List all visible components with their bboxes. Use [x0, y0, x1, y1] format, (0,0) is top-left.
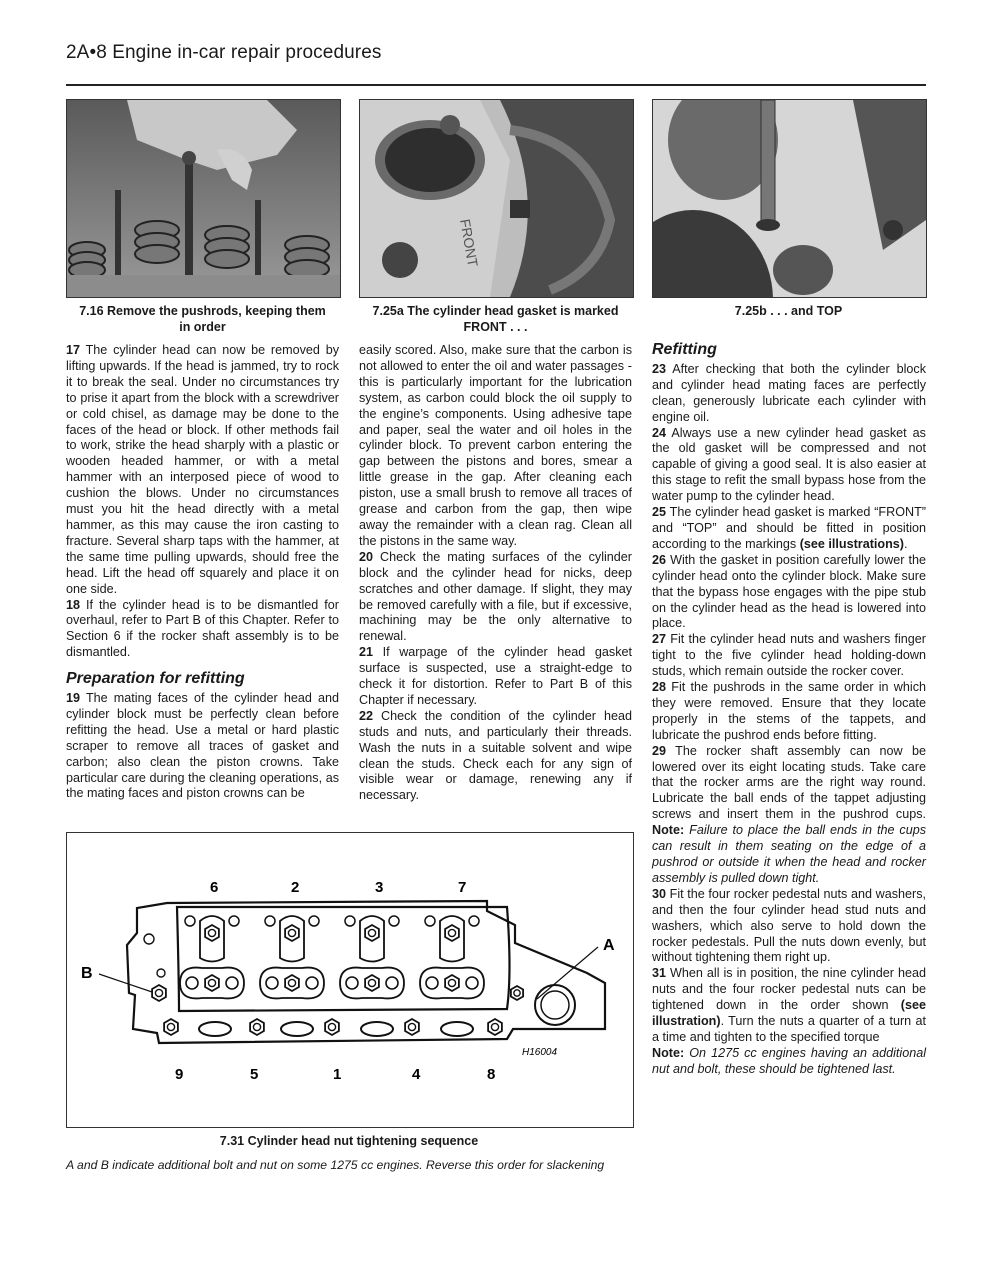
bridge-nut-3 [445, 975, 459, 991]
pedestal-nut-1 [285, 925, 299, 941]
pushrod-hole-b-0 [229, 916, 239, 926]
paragraph-25 [652, 505, 926, 553]
para-text: When all is in position, the nine cylinder head nuts and the four rocker pedestal nuts can be tightened down in the order shown [652, 966, 926, 1013]
port-3 [441, 1022, 473, 1036]
note-text: On 1275 cc engines having an additional nut and bolt, these should be tightened last. [652, 1045, 927, 1076]
note-text: Failure to place the ball ends in the cups can result in them seating on the edge of a pushrod or outside it when the head and rocker assembly is pulled down tight. [652, 823, 926, 885]
final-note [652, 1046, 926, 1078]
para-number: 28 [652, 680, 667, 695]
paragraph-19-continued: easily scored. Also, make sure that the carbon is not allowed to enter the oil and water passages - this is particularly important for the lubrication system, as carbon could block the oil supply to the engine’s components. Using adhesive tape and paper, seal the water and oil holes in the cylinder block. To prevent carbon entering the gap between the pistons and bores, smear a little grease in the gap. After cleaning each piston, use a small brush to remove all traces of grease and carbon from the gap, then wipe away the remainder with a clean rag. Clean all the pistons in the same way. [359, 343, 632, 548]
fig2-caption [359, 303, 632, 335]
pedestal-nut-0 [205, 925, 219, 941]
photo-gasket-top [652, 99, 927, 298]
para-text: Fit the four rocker pedestal nuts and washers, and then the four cylinder head stud nuts and washers, which also serve to hold down the rocker pedestals. Pull the nuts down evenly, but without tightening them right up. [652, 886, 926, 965]
para-number: 23 [652, 361, 667, 376]
diagram-note: A and B indicate additional bolt and nut on some 1275 cc engines. Reverse this order for slackening [66, 1158, 605, 1172]
photo-pushrods [66, 99, 341, 298]
fig2-caption-line1: 7.25a The cylinder head gasket is marked [372, 304, 619, 318]
pedestal-nut-3 [445, 925, 459, 941]
stud-hole-left [157, 969, 165, 977]
cylinder-head-drawing [67, 833, 633, 1127]
bridge-nut-0 [205, 975, 219, 991]
para-text: The cylinder head gasket is marked “FRONT” and “TOP” and should be fitted in position according to the markings [652, 505, 926, 551]
port-1 [281, 1022, 313, 1036]
para-number: 30 [652, 886, 667, 901]
para-text: Always use a new cylinder head gasket as the old gasket will be compressed and not capable of giving a good seal. It is also easier at this stage to refit the small bypass hose from the water pump to the cylinder head. [652, 425, 926, 504]
column-2 [359, 343, 632, 804]
rocker-stud-left-3 [426, 977, 438, 989]
port-0 [199, 1022, 231, 1036]
para-text: The cylinder head can now be removed by lifting upwards. If the head is jammed, try to rock it to break the seal. Under no circumstances try to prise it apart from the block with a screwdriver or cold chisel, as damage may be done to the faces of the head or block. If other methods fail to work, strike the head sharply with a plastic or wooden headed hammer, or with a metal hammer with an interposed piece of wood to cushion the blows. Under no circumstances must you hit the head directly with a metal hammer, as this may cause the iron casting to fracture. Several sharp taps with the hammer, at the same time pulling upwards, should free the head. Lift the head off squarely and place it on one side. [66, 343, 339, 596]
rocker-stud-right-2 [386, 977, 398, 989]
port-2 [361, 1022, 393, 1036]
para-number: 22 [359, 708, 374, 723]
seq-label-bottom-4: 8 [487, 1066, 496, 1083]
illustration-ref: (see illustration) [652, 998, 926, 1029]
svg-text:FRONT: FRONT [457, 217, 482, 269]
para-end: . Turn the nuts a quarter of a turn at a time and tighten to the specified torque [652, 1014, 926, 1044]
illustration-ref: (see illustrations) [799, 536, 904, 551]
drawing-ref: H16004 [522, 1047, 558, 1058]
pushrod-hole-a-0 [185, 916, 195, 926]
fig3-caption [652, 303, 925, 319]
para-number: 25 [652, 505, 667, 520]
pedestal-nut-2 [365, 925, 379, 941]
fig3-caption-line1: 7.25b . . . and TOP [734, 304, 843, 318]
nut-b [152, 985, 166, 1001]
header-rule [66, 84, 926, 86]
seq-label-bottom-3: 4 [412, 1066, 421, 1083]
paragraph-20 [359, 550, 632, 645]
water-outlet-inner [541, 991, 569, 1019]
rocker-stud-left-0 [186, 977, 198, 989]
paragraph-30 [652, 887, 926, 967]
para-number: 20 [359, 549, 374, 564]
paragraph-17 [66, 343, 339, 598]
note-label: Note: [652, 1045, 685, 1060]
pushrod-hole-b-1 [309, 916, 319, 926]
paragraph-26 [652, 553, 926, 633]
nut-a [511, 986, 523, 1000]
seq-label-top-0: 6 [210, 879, 219, 896]
fig1-caption-line2: in order [179, 320, 226, 334]
photo-gasket-front [359, 99, 634, 298]
diagram-caption: 7.31 Cylinder head nut tightening sequence [219, 1134, 479, 1148]
column-3 [652, 340, 926, 1078]
nut-9 [164, 1019, 178, 1035]
para-text: Fit the pushrods in the same order in which they were removed. Ensure that they locate properly in the stems of the tappets, and lubricate the pushrod ends before fitting. [652, 680, 926, 742]
para-number: 19 [66, 691, 81, 706]
nut-4 [405, 1019, 419, 1035]
pushrod-hole-a-2 [345, 916, 355, 926]
para-number: 17 [66, 343, 81, 357]
fig1-caption [66, 303, 339, 335]
paragraph-18 [66, 598, 339, 662]
para-number: 18 [66, 597, 81, 612]
seq-label-top-3: 7 [458, 879, 467, 896]
para-text: If the cylinder head is to be dismantled for overhaul, refer to Part B of this Chapter. Refer to Section 6 if the rocker shaft assembly is to be dismantled. [66, 597, 339, 660]
para-number: 29 [652, 743, 667, 758]
pushrod-hole-b-2 [389, 916, 399, 926]
para-end: . [903, 536, 908, 551]
pushrod-hole-b-3 [469, 916, 479, 926]
fig2-caption-line2: FRONT . . . [463, 320, 528, 334]
label-b: B [81, 965, 93, 982]
paragraph-23 [652, 362, 926, 426]
section-heading-refitting: Refitting [652, 341, 717, 358]
seq-label-bottom-2: 1 [333, 1066, 342, 1083]
nut-8 [488, 1019, 502, 1035]
para-text: Fit the cylinder head nuts and washers finger tight to the five cylinder head holding-down studs, which remain outside the rocker cover. [652, 632, 926, 679]
paragraph-21 [359, 645, 632, 709]
rocker-stud-right-0 [226, 977, 238, 989]
para-text: If warpage of the cylinder head gasket surface is suspected, use a straight-edge to check it for distortion. Refer to Part B of this Chapter if necessary. [359, 645, 632, 707]
para-text: With the gasket in position carefully lower the cylinder head onto the cylinder block. Make sure that the bypass hose engages with the pipe stub on the cylinder head as the head is lowered into place. [652, 552, 926, 631]
rocker-stud-left-2 [346, 977, 358, 989]
bridge-nut-2 [365, 975, 379, 991]
seq-label-bottom-0: 9 [175, 1066, 184, 1083]
para-number: 21 [359, 645, 374, 660]
pushrod-hole-a-1 [265, 916, 275, 926]
label-a: A [603, 937, 615, 954]
tightening-sequence-diagram [66, 832, 634, 1128]
para-text: After checking that both the cylinder block and cylinder head mating faces are perfectly clean, generously lubricate each cylinder with engine oil. [652, 361, 926, 424]
seq-label-bottom-1: 5 [250, 1066, 259, 1083]
page-header: 2A•8 Engine in-car repair procedures [66, 42, 382, 63]
column-1 [66, 343, 339, 802]
para-text: The rocker shaft assembly can now be lowered over its eight locating studs. Take care that the rocker arms are the right way round. Lubricate the ball ends of the tappet adjusting screws and insert them in the pushrod cups. [652, 743, 926, 822]
para-number: 24 [652, 425, 667, 440]
paragraph-29 [652, 744, 926, 887]
para-number: 27 [652, 632, 667, 647]
bridge-nut-1 [285, 975, 299, 991]
rocker-stud-left-1 [266, 977, 278, 989]
para-text: The mating faces of the cylinder head and cylinder block must be perfectly clean before refitting the head. Use a metal or hard plastic scraper to remove all traces of gasket and carbon; also clean the piston crowns. Take particular care during the cleaning operations, as the mating faces and piston crowns can be [66, 691, 339, 801]
seq-label-top-2: 3 [375, 879, 384, 896]
para-number: 26 [652, 552, 667, 567]
paragraph-24 [652, 426, 926, 506]
paragraph-31 [652, 966, 926, 1046]
paragraph-27 [652, 632, 926, 680]
paragraph-19 [66, 691, 339, 802]
seq-label-top-1: 2 [291, 879, 300, 896]
para-text: Check the condition of the cylinder head studs and nuts, and particularly their threads. Wash the nuts in a suitable solvent and wipe clean the studs. Check each for any sign of visible wear or damage, renewing any if necessary. [359, 708, 633, 803]
section-heading-preparation: Preparation for refitting [66, 670, 245, 688]
rocker-stud-right-1 [306, 977, 318, 989]
stud-hole-rear [144, 934, 154, 944]
nut-1 [325, 1019, 339, 1035]
fig1-caption-line1: 7.16 Remove the pushrods, keeping them [79, 304, 326, 318]
para-number: 31 [652, 966, 667, 981]
rocker-stud-right-3 [466, 977, 478, 989]
paragraph-28 [652, 680, 926, 744]
note-label: Note: [652, 823, 685, 838]
para-text: Check the mating surfaces of the cylinder block and the cylinder head for nicks, deep scratches and other damage. If slight, they may be removed carefully with a file, but if excessive, machining may be the only alternative to renewal. [359, 549, 633, 644]
paragraph-22 [359, 709, 632, 804]
nut-5 [250, 1019, 264, 1035]
pushrod-hole-a-3 [425, 916, 435, 926]
